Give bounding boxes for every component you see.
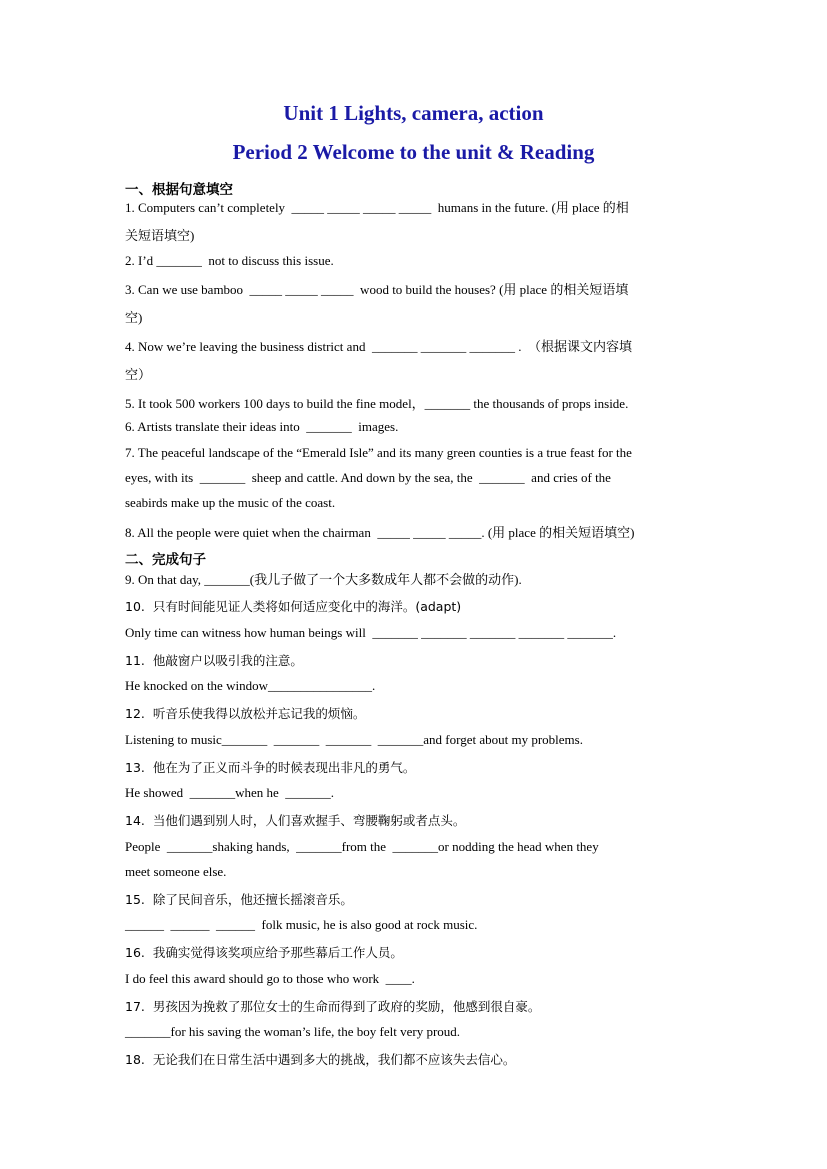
exercise-line: 13. 他在为了正义而斗争的时候表现出非凡的勇气。 xyxy=(125,760,416,775)
exercise-line: 14. 当他们遇到别人时，人们喜欢握手、弯腰鞠躬或者点头。 xyxy=(125,813,466,828)
exercise-line: 17. 男孩因为挽救了那位女士的生命而得到了政府的奖励，他感到很自豪。 xyxy=(125,999,541,1014)
exercise-line: ______ ______ ______ folk music, he is also good at rock music. xyxy=(125,917,478,932)
exercise-line: 1. Computers can’t completely _____ _____ _____ _____ humans in the future. (用 place 的相 xyxy=(125,200,629,215)
section-heading-complete-sentences: 二、完成句子 xyxy=(125,552,206,568)
unit-title: Unit 1 Lights, camera, action xyxy=(283,101,544,125)
exercise-line: 16. 我确实觉得该奖项应给予那些幕后工作人员。 xyxy=(125,945,403,960)
exercise-line: He knocked on the window________________. xyxy=(125,678,376,693)
exercise-line: 7. The peaceful landscape of the “Emerald Isle” and its many green counties is a true feast for the xyxy=(125,445,632,460)
exercise-line: 2. I’d _______ not to discuss this issue. xyxy=(125,253,334,268)
exercise-line: _______for his saving the woman’s life, the boy felt very proud. xyxy=(125,1024,461,1039)
exercise-line: 3. Can we use bamboo _____ _____ _____ wood to build the houses? (用 place 的相关短语填 xyxy=(125,282,629,297)
exercise-line: I do feel this award should go to those who work ____. xyxy=(125,971,415,986)
exercise-line: Only time can witness how human beings will _______ _______ _______ _______ _______. xyxy=(125,625,617,640)
exercise-line: 11. 他敲窗户以吸引我的注意。 xyxy=(125,653,303,668)
exercise-line: 空） xyxy=(125,367,152,382)
exercise-line: meet someone else. xyxy=(125,864,227,879)
exercise-line: 8. All the people were quiet when the chairman _____ _____ _____. (用 place 的相关短语填空) xyxy=(125,525,635,540)
exercise-line: eyes, with its _______ sheep and cattle. And down by the sea, the _______ and cries of the xyxy=(125,470,611,485)
exercise-line: 关短语填空) xyxy=(125,228,195,243)
exercise-line: People _______shaking hands, _______from the _______or nodding the head when they xyxy=(125,839,599,854)
exercise-line: 15. 除了民间音乐，他还擅长摇滚音乐。 xyxy=(125,892,353,907)
exercise-line: 空) xyxy=(125,310,143,325)
exercise-line: 5. It took 500 workers 100 days to build the fine model，_______ the thousands of props inside. xyxy=(125,396,629,411)
exercise-line: 10. 只有时间能见证人类将如何适应变化中的海洋。(adapt) xyxy=(125,599,462,614)
exercise-line: 4. Now we’re leaving the business district and _______ _______ _______ . （根据课文内容填 xyxy=(125,339,632,354)
section-heading-fill-blanks: 一、根据句意填空 xyxy=(125,182,233,198)
exercise-line: 9. On that day, _______(我儿子做了一个大多数成年人都不会做的动作). xyxy=(125,572,522,587)
period-title: Period 2 Welcome to the unit & Reading xyxy=(232,140,595,164)
exercise-line: He showed _______when he _______. xyxy=(125,785,335,800)
exercise-line: 12. 听音乐使我得以放松并忘记我的烦恼。 xyxy=(125,706,366,721)
exercise-line: Listening to music_______ _______ _______ _______and forget about my problems. xyxy=(125,732,583,747)
exercise-line: 6. Artists translate their ideas into _______ images. xyxy=(125,419,399,434)
exercise-line: 18. 无论我们在日常生活中遇到多大的挑战，我们都不应该失去信心。 xyxy=(125,1052,516,1067)
exercise-line: seabirds make up the music of the coast. xyxy=(125,495,336,510)
